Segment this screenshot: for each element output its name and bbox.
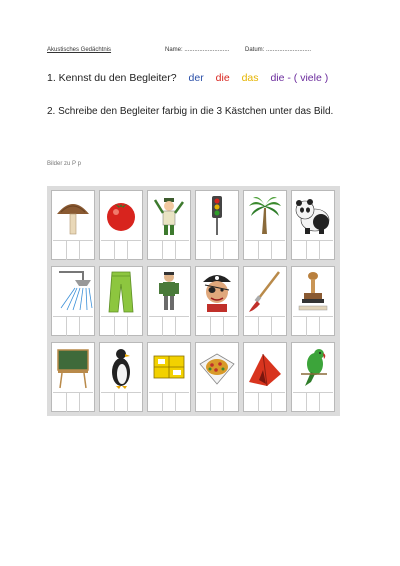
article-boxes[interactable] [101, 316, 141, 336]
package-icon [149, 344, 189, 391]
picture-card-pirate [195, 266, 239, 336]
picture-card-tomato [99, 190, 143, 260]
article-boxes[interactable] [245, 316, 285, 336]
picture-card-parrot [291, 342, 335, 412]
task-2-text: 2. Schreibe den Begleiter farbig in die 3 Kästchen unter das Bild. [47, 106, 334, 117]
article-boxes[interactable] [197, 316, 237, 336]
panda-icon [293, 192, 333, 239]
article-die: die [215, 72, 230, 84]
tomato-icon [101, 192, 141, 239]
article-boxes[interactable] [149, 240, 189, 260]
article-die-viele: die - ( viele ) [270, 72, 329, 84]
picture-card-mushroom [51, 190, 95, 260]
article-boxes[interactable] [53, 392, 93, 412]
mushroom-icon [53, 192, 93, 239]
task-1-text: 1. Kennst du den Begleiter? [47, 72, 177, 84]
article-der: der [188, 72, 204, 84]
article-boxes[interactable] [293, 316, 333, 336]
article-boxes[interactable] [293, 240, 333, 260]
picture-grid [47, 186, 340, 416]
article-boxes[interactable] [245, 392, 285, 412]
task-2 [47, 106, 333, 117]
penguin-icon [101, 344, 141, 391]
date-field[interactable]: Datum: ........................... [245, 47, 312, 53]
picture-caption: Bilder zu P p [47, 161, 81, 167]
name-field[interactable]: Name: ........................... [165, 47, 230, 53]
worksheet-title: Akustisches Gedächtnis [47, 47, 112, 53]
parrot-icon [293, 344, 333, 391]
picture-card-board [51, 342, 95, 412]
article-boxes[interactable] [101, 392, 141, 412]
picture-card-pizza [195, 342, 239, 412]
picture-card-penguin [99, 342, 143, 412]
trousers-icon [101, 268, 141, 315]
shower-icon [53, 268, 93, 315]
picture-card-palm-tree [243, 190, 287, 260]
task-1 [47, 72, 328, 84]
article-boxes[interactable] [197, 392, 237, 412]
picture-card-traffic-light [195, 190, 239, 260]
pizza-icon [197, 344, 237, 391]
article-boxes[interactable] [293, 392, 333, 412]
man-icon [149, 268, 189, 315]
paintbrush-icon [245, 268, 285, 315]
picture-card-shower [51, 266, 95, 336]
article-boxes[interactable] [53, 240, 93, 260]
picture-card-panda [291, 190, 335, 260]
policeman-icon [149, 192, 189, 239]
traffic-light-icon [197, 192, 237, 239]
article-boxes[interactable] [245, 240, 285, 260]
article-boxes[interactable] [149, 316, 189, 336]
stamp-icon [293, 268, 333, 315]
tent-icon [245, 344, 285, 391]
picture-card-paintbrush [243, 266, 287, 336]
article-boxes[interactable] [53, 316, 93, 336]
article-boxes[interactable] [149, 392, 189, 412]
article-das: das [241, 72, 259, 84]
picture-card-policeman [147, 190, 191, 260]
picture-card-tent [243, 342, 287, 412]
pirate-icon [197, 268, 237, 315]
picture-card-stamp [291, 266, 335, 336]
picture-card-package [147, 342, 191, 412]
picture-card-trousers [99, 266, 143, 336]
palm-tree-icon [245, 192, 285, 239]
article-boxes[interactable] [197, 240, 237, 260]
picture-card-man [147, 266, 191, 336]
board-icon [53, 344, 93, 391]
article-boxes[interactable] [101, 240, 141, 260]
